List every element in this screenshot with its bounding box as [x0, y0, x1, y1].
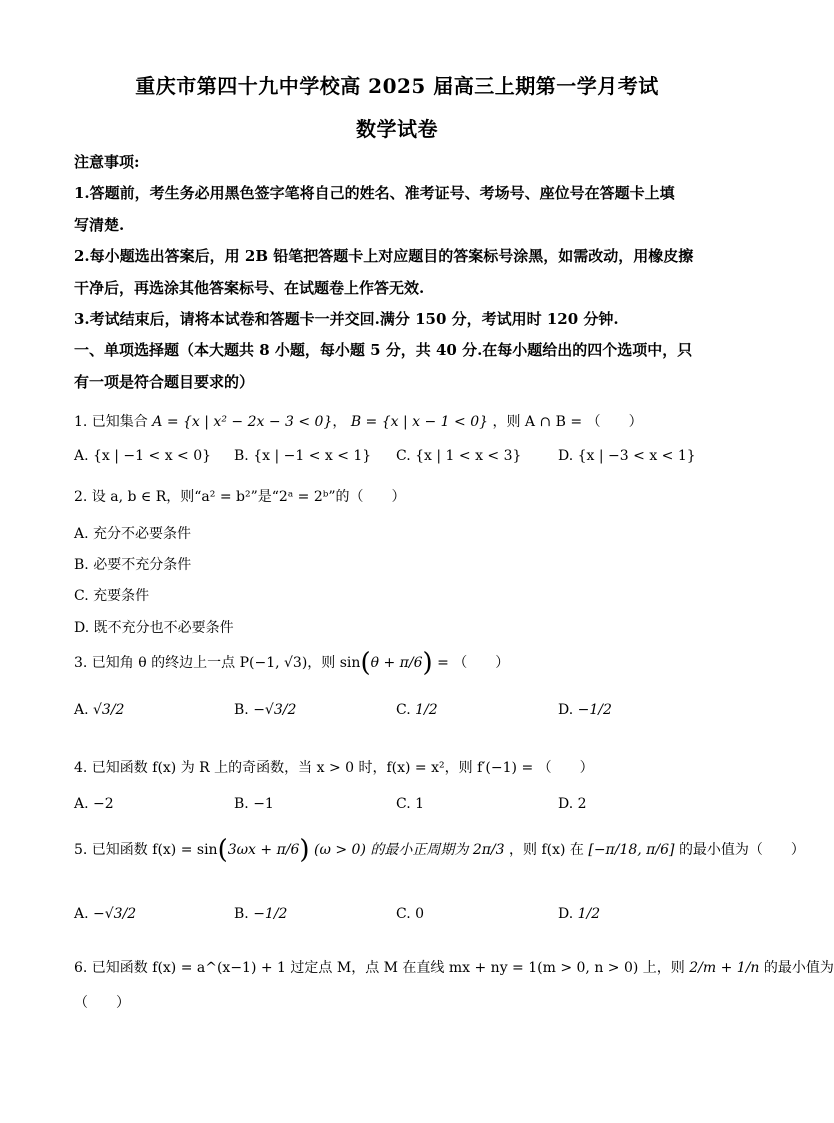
q5-period: 2π/3 [472, 842, 505, 858]
q5-option-d: D. 1/2 [558, 906, 601, 922]
q5-stem-c: (ω > 0) 的最小正周期为 [314, 842, 469, 858]
question-4-stem: 4. 已知函数 f(x) 为 R 上的奇函数，当 x > 0 时，f(x) = x²，则 f′(−1) = （ ） [74, 760, 594, 776]
q3-option-d-value: −1/2 [577, 702, 612, 718]
q3-option-a-value: √3/2 [93, 702, 125, 718]
section-1-heading-line-2: 有一项是符合题目要求的） [74, 373, 255, 391]
question-2-stem: 2. 设 a, b ∈ R，则“a² = b²”是“2ᵃ = 2ᵇ”的（ ） [74, 489, 406, 505]
q5-option-d-value: 1/2 [577, 906, 601, 922]
q1-prefix: 1. 已知集合 [74, 414, 148, 430]
q3-stem-a: 3. 已知角 θ 的终边上一点 P(−1, √3)，则 sin [74, 655, 361, 671]
q3-stem-c: = （ ） [437, 655, 510, 671]
q1-ask: ，则 A ∩ B = （ ） [492, 414, 643, 430]
q4-option-d: D. 2 [558, 796, 587, 812]
q3-option-d: D. −1/2 [558, 702, 612, 718]
q3-option-b: B. −√3/2 [234, 702, 297, 718]
q3-option-b-value: −√3/2 [253, 702, 297, 718]
q5-arg: 3ωx + π/6 [227, 842, 300, 858]
q5-option-b: B. −1/2 [234, 906, 288, 922]
q5-stem-e: 的最小值为（ ） [678, 842, 805, 858]
q5-option-a: A. −√3/2 [74, 906, 137, 922]
q5-option-a-value: −√3/2 [93, 906, 137, 922]
q4-option-a: A. −2 [74, 796, 114, 812]
notice-item-2-line-1: 2.每小题选出答案后，用 2B 铅笔把答题卡上对应题目的答案标号涂黑，如需改动，用橡皮擦 [74, 247, 694, 265]
q5-stem-d: ，则 f(x) 在 [509, 842, 584, 858]
q1-option-c: C. {x | 1 < x < 3} [396, 448, 522, 464]
q3-angle-expr: θ + π/6 [370, 655, 423, 671]
q5-option-c: C. 0 [396, 906, 425, 922]
q1-set-a: A = {x | x² − 2x − 3 < 0} [152, 414, 333, 430]
q3-option-c: C. 1/2 [396, 702, 438, 718]
q1-option-a: A. {x | −1 < x < 0} [74, 448, 212, 464]
q6-stem-b: 的最小值为 [763, 960, 834, 976]
notice-item-1-line-1: 1.答题前，考生务必用黑色签字笔将自己的姓名、准考证号、考场号、座位号在答题卡上填 [74, 184, 675, 202]
question-6-answer-blank: （ ） [74, 995, 130, 1011]
q1-set-b: B = {x | x − 1 < 0} [350, 414, 489, 430]
q1-option-b: B. {x | −1 < x < 1} [234, 448, 372, 464]
q6-expression: 2/m + 1/n [689, 960, 760, 976]
q4-option-c: C. 1 [396, 796, 425, 812]
q5-option-b-value: −1/2 [253, 906, 288, 922]
notice-item-3: 3.考试结束后，请将本试卷和答题卡一并交回.满分 150 分，考试用时 120 分钟. [74, 310, 619, 328]
q2-option-d: D. 既不充分也不必要条件 [74, 620, 234, 636]
notice-heading: 注意事项: [74, 153, 140, 171]
notice-item-1-line-2: 写清楚. [74, 216, 125, 234]
question-6-stem [74, 958, 834, 978]
question-1-stem: 1. 已知集合 A = {x | x² − 2x − 3 < 0}， B = {x | x − 1 < 0} ，则 A ∩ B = （ ） [74, 414, 643, 430]
notice-item-2-line-2: 干净后，再选涂其他答案标号、在试题卷上作答无效. [74, 279, 425, 297]
q5-stem-a: 5. 已知函数 f(x) = sin [74, 842, 218, 858]
question-3-stem: 3. 已知角 θ 的终边上一点 P(−1, √3)，则 sin(θ + π/6) = （ ） [74, 648, 510, 678]
q2-option-c: C. 充要条件 [74, 588, 150, 604]
q1-option-d: D. {x | −3 < x < 1} [558, 448, 696, 464]
q5-interval: [−π/18, π/6] [588, 842, 675, 858]
question-5-stem: 5. 已知函数 f(x) = sin(3ωx + π/6) (ω > 0) 的最小正周期为 2π/3 ，则 f(x) 在 [−π/18, π/6] 的最小值为（ ） [74, 835, 805, 865]
exam-subtitle: 数学试卷 [356, 117, 438, 141]
q2-option-a: A. 充分不必要条件 [74, 526, 192, 542]
q6-stem-a: 6. 已知函数 f(x) = a^(x−1) + 1 过定点 M，点 M 在直线 mx + ny = 1(m > 0, n > 0) 上，则 [74, 960, 685, 976]
exam-title: 重庆市第四十九中学校高 2025 届高三上期第一学月考试 [135, 74, 659, 98]
section-1-heading-line-1: 一、单项选择题（本大题共 8 小题，每小题 5 分，共 40 分.在每小题给出的四个选项中，只 [74, 341, 693, 359]
q4-option-b: B. −1 [234, 796, 274, 812]
q2-option-b: B. 必要不充分条件 [74, 557, 192, 573]
q3-option-a: A. √3/2 [74, 702, 125, 718]
q3-option-c-value: 1/2 [415, 702, 438, 718]
